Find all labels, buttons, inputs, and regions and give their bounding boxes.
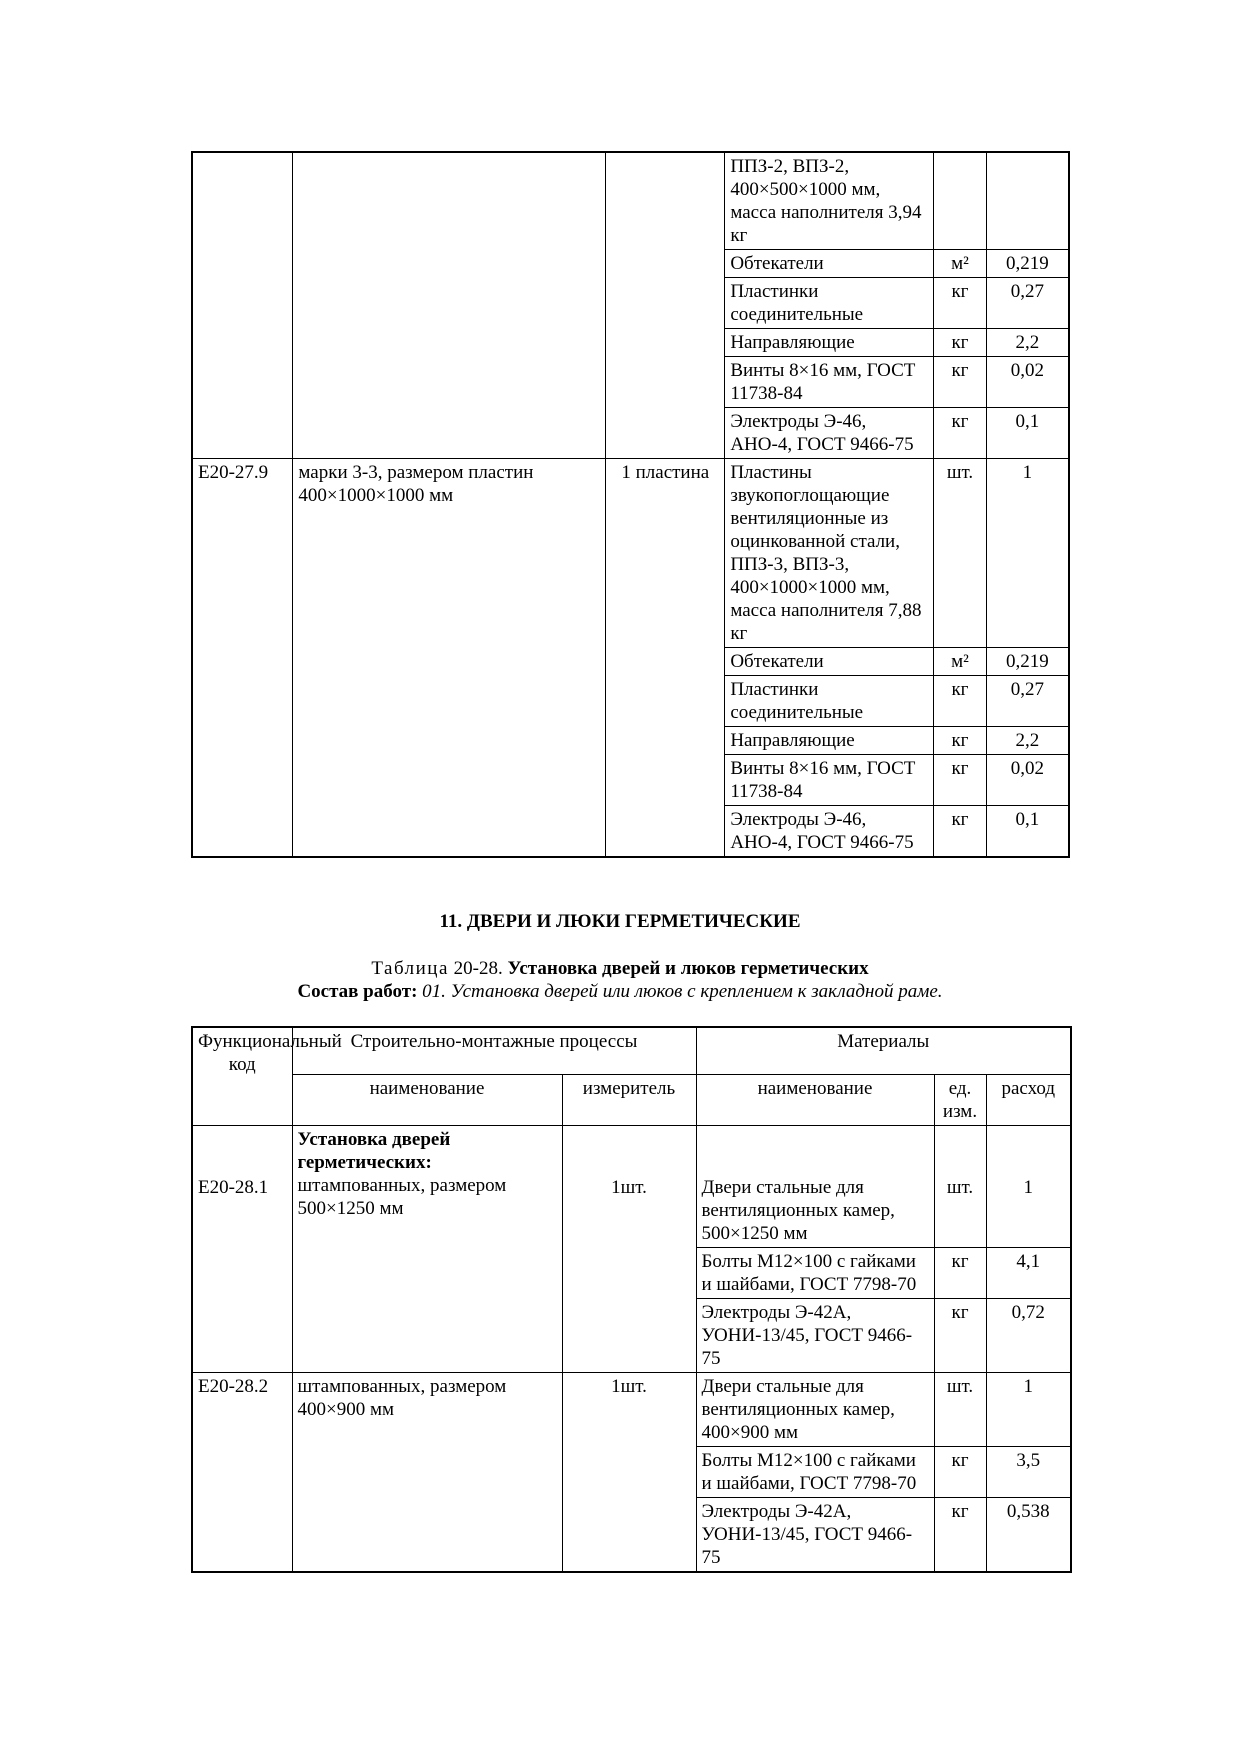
- qty-cell: 0,1: [986, 806, 1069, 858]
- material-name-cell: Пластинки соединительные: [725, 676, 934, 727]
- unit-cell: кг: [934, 1447, 986, 1498]
- process-name-cell: штампованных, размером 400×900 мм: [292, 1373, 562, 1573]
- measure-cell: 1шт.: [562, 1126, 696, 1373]
- qty-cell: 2,2: [986, 329, 1069, 357]
- material-name-cell: Двери стальные для вентиляционных камер, 500×1250 мм: [696, 1126, 934, 1248]
- material-name-cell: ППЗ-2, ВПЗ-2, 400×500×1000 мм, масса наполнителя 3,94 кг: [725, 152, 934, 250]
- code-cell: Е20-28.2: [192, 1373, 292, 1573]
- table-header-row: [192, 1027, 1071, 1075]
- unit-cell: кг: [934, 1299, 986, 1373]
- material-name-cell: Болты М12×100 с гайками и шайбами, ГОСТ 7798-70: [696, 1248, 934, 1299]
- header-mat-unit: ед. изм.: [934, 1075, 986, 1126]
- qty-cell: [986, 152, 1069, 250]
- qty-cell: 0,72: [986, 1299, 1071, 1373]
- material-name-cell: Винты 8×16 мм, ГОСТ 11738-84: [725, 755, 934, 806]
- unit-cell: кг: [934, 806, 986, 858]
- work-composition: [0, 980, 1240, 1003]
- qty-cell: 0,219: [986, 648, 1069, 676]
- qty-cell: 0,1: [986, 408, 1069, 459]
- unit-cell: м²: [934, 648, 986, 676]
- composition-label: Состав работ:: [297, 981, 418, 1002]
- unit-cell: кг: [934, 727, 986, 755]
- materials-table-continued: [191, 151, 1070, 858]
- unit-cell: кг: [934, 1498, 986, 1573]
- header-processes: Строительно-монтажные процессы: [292, 1027, 696, 1075]
- qty-cell: 4,1: [986, 1248, 1071, 1299]
- material-name-cell: Электроды Э-42А, УОНИ-13/45, ГОСТ 9466-75: [696, 1299, 934, 1373]
- material-name-cell: Электроды Э-42А, УОНИ-13/45, ГОСТ 9466-75: [696, 1498, 934, 1573]
- code-cell: Е20-28.1: [192, 1126, 292, 1373]
- unit-cell: [934, 152, 986, 250]
- unit-cell: м²: [934, 250, 986, 278]
- unit-cell: кг: [934, 278, 986, 329]
- unit-cell: кг: [934, 676, 986, 727]
- unit-cell: кг: [934, 755, 986, 806]
- process-name-cell: [293, 152, 606, 459]
- table-row: [192, 152, 1069, 250]
- qty-cell: 3,5: [986, 1447, 1071, 1498]
- table-caption: [0, 957, 1240, 980]
- measure-cell: 1шт.: [562, 1373, 696, 1573]
- material-name-cell: Пластинки соединительные: [725, 278, 934, 329]
- table-word: Таблица: [371, 958, 449, 979]
- qty-cell: 0,02: [986, 755, 1069, 806]
- table-title: Установка дверей и люков герметических: [507, 958, 869, 979]
- unit-cell: кг: [934, 1248, 986, 1299]
- material-name-cell: Электроды Э-46, АНО-4, ГОСТ 9466-75: [725, 408, 934, 459]
- qty-cell: 1: [986, 1126, 1071, 1248]
- qty-cell: 0,02: [986, 357, 1069, 408]
- table-subheader-row: [192, 1075, 1071, 1126]
- doors-table: [191, 1026, 1072, 1573]
- unit-cell: шт.: [934, 459, 986, 648]
- measure-cell: [606, 152, 725, 459]
- code-cell: Е20-27.9: [192, 459, 293, 858]
- table-row: [192, 1373, 1071, 1447]
- table-row: [192, 459, 1069, 648]
- code-cell: [192, 152, 293, 459]
- material-name-cell: Электроды Э-46, АНО-4, ГОСТ 9466-75: [725, 806, 934, 858]
- unit-cell: шт.: [934, 1373, 986, 1447]
- qty-cell: 0,538: [986, 1498, 1071, 1573]
- qty-cell: 1: [986, 1373, 1071, 1447]
- header-mat-qty: расход: [986, 1075, 1071, 1126]
- process-group-title: Установка дверей герметических:: [297, 1129, 451, 1173]
- header-proc-measure: измеритель: [562, 1075, 696, 1126]
- header-proc-name: наименование: [292, 1075, 562, 1126]
- material-name-cell: Обтекатели: [725, 250, 934, 278]
- process-name-cell: [292, 1126, 562, 1373]
- unit-cell: кг: [934, 329, 986, 357]
- material-name-cell: Двери стальные для вентиляционных камер, 400×900 мм: [696, 1373, 934, 1447]
- process-name: штампованных, размером 500×1250 мм: [297, 1175, 507, 1219]
- unit-cell: кг: [934, 357, 986, 408]
- qty-cell: 0,27: [986, 676, 1069, 727]
- process-name-cell: марки 3-3, размером пластин 400×1000×1000 мм: [293, 459, 606, 858]
- qty-cell: 1: [986, 459, 1069, 648]
- material-name-cell: Пластины звукопоглощающие вентиляционные из оцинкованной стали, ППЗ-3, ВПЗ-3, 400×1000×1000 мм, масса наполнителя 7,88 кг: [725, 459, 934, 648]
- table-row: [192, 1126, 1071, 1248]
- qty-cell: 0,27: [986, 278, 1069, 329]
- composition-text: 01. Установка дверей или люков с креплением к закладной раме.: [417, 981, 943, 1002]
- material-name-cell: Направляющие: [725, 329, 934, 357]
- header-materials: Материалы: [696, 1027, 1071, 1075]
- material-name-cell: Обтекатели: [725, 648, 934, 676]
- qty-cell: 2,2: [986, 727, 1069, 755]
- unit-cell: кг: [934, 408, 986, 459]
- material-name-cell: Направляющие: [725, 727, 934, 755]
- qty-cell: 0,219: [986, 250, 1069, 278]
- header-code: Функциональный код: [192, 1027, 292, 1126]
- material-name-cell: Винты 8×16 мм, ГОСТ 11738-84: [725, 357, 934, 408]
- measure-cell: 1 пластина: [606, 459, 725, 858]
- section-heading: 11. ДВЕРИ И ЛЮКИ ГЕРМЕТИЧЕСКИЕ: [439, 911, 801, 932]
- header-mat-name: наименование: [696, 1075, 934, 1126]
- unit-cell: шт.: [934, 1126, 986, 1248]
- material-name-cell: Болты М12×100 с гайками и шайбами, ГОСТ 7798-70: [696, 1447, 934, 1498]
- table-number: 20-28.: [448, 958, 508, 979]
